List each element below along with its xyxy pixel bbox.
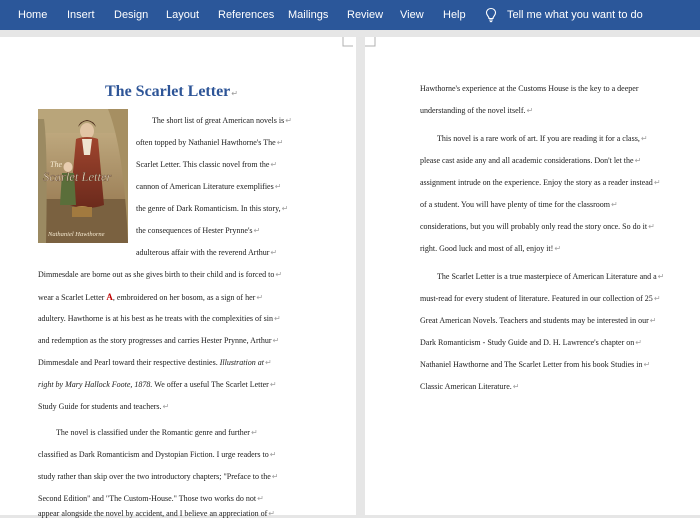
- tab-mailings[interactable]: Mailings: [288, 9, 329, 21]
- text-line: Scarlet Letter. This classic novel from the↵: [136, 160, 278, 169]
- text-line: adulterous affair with the reverend Arthur↵: [136, 248, 278, 257]
- illustration-caption-2: right by Mary Hallock Foote, 1878.: [38, 380, 153, 389]
- page-left[interactable]: [0, 37, 356, 518]
- text-line: Dimmesdale and Pearl toward their respective destinies. Illustration at↵: [38, 358, 272, 367]
- margin-corner-mark: [343, 37, 353, 47]
- text-line: Second Edition" and "The Custom-House." Those two works do not↵: [38, 494, 264, 503]
- text-line: The Scarlet Letter is a true masterpiece of American Literature and a↵: [437, 272, 665, 281]
- text-line: This novel is a rare work of art. If you are reading it for a class,↵: [437, 134, 648, 143]
- tell-me-search[interactable]: [484, 0, 643, 30]
- book-cover-image[interactable]: [38, 109, 128, 243]
- tell-me-text[interactable]: Tell me what you want to do: [507, 9, 643, 21]
- text-line: Dimmesdale are borne out as she gives birth to their child and is forced to↵: [38, 270, 283, 279]
- text-line: please cast aside any and all academic considerations. Don't let the↵: [420, 156, 642, 165]
- cover-author: Nathaniel Hawthorne: [48, 231, 105, 238]
- text-line: classified as Dark Romanticism and Dystopian Fiction. I urge readers to↵: [38, 450, 277, 459]
- text-line: cannon of American Literature exemplifies↵: [136, 182, 282, 191]
- text-line: appear alongside the novel by accident, and I believe an appreciation of↵: [38, 509, 275, 518]
- text-line: Dark Romanticism - Study Guide and D. H. Lawrence's chapter on↵: [420, 338, 642, 347]
- document-title: [105, 83, 238, 101]
- text-line: the consequences of Hester Prynne's↵: [136, 226, 261, 235]
- text-line: study rather than skip over the two introductory chapters; "Preface to the↵: [38, 472, 279, 481]
- text-line: often topped by Nathaniel Hawthorne's The↵: [136, 138, 284, 147]
- margin-corner-mark: [365, 37, 375, 47]
- paragraph-mark: ↵: [231, 89, 238, 98]
- text-line: adultery. Hawthorne is at his best as he treats with the complexities of sin↵: [38, 314, 281, 323]
- tab-layout[interactable]: Layout: [166, 9, 200, 21]
- tab-references[interactable]: References: [218, 9, 275, 21]
- text-line: Study Guide for students and teachers.↵: [38, 402, 170, 411]
- text-line: wear a Scarlet Letter A, embroidered on her bosom, as a sign of her↵: [38, 292, 264, 302]
- text-line: understanding of the novel itself.↵: [420, 106, 534, 115]
- text-line: Nathaniel Hawthorne and The Scarlet Letter from his book Studies in↵: [420, 360, 651, 369]
- tab-view[interactable]: View: [400, 9, 424, 21]
- text-line: of a student. You will have plenty of time for the classroom↵: [420, 200, 618, 209]
- text-line: Hawthorne's experience at the Customs House is the key to a deeper: [420, 84, 639, 93]
- text-line: Great American Novels. Teachers and students may be interested in our↵: [420, 316, 657, 325]
- ribbon-menu-bar: [0, 0, 700, 30]
- text-line: must-read for every student of literature. Featured in our collection of 25↵: [420, 294, 661, 303]
- cover-title: Scarlet Letter: [43, 170, 112, 184]
- red-letter-a: A: [106, 292, 113, 302]
- title-text: The Scarlet Letter: [105, 83, 231, 100]
- illustration-caption: Illustration at: [219, 358, 264, 367]
- tab-insert[interactable]: Insert: [67, 9, 95, 21]
- tab-help[interactable]: Help: [443, 9, 466, 21]
- tab-design[interactable]: Design: [114, 9, 149, 21]
- text-line: right by Mary Hallock Foote, 1878. We offer a useful The Scarlet Letter↵: [38, 380, 277, 389]
- text-line: the genre of Dark Romanticism. In this story,↵: [136, 204, 289, 213]
- text-line: assignment intrude on the experience. Enjoy the story as a reader instead↵: [420, 178, 661, 187]
- text-line: considerations, but you will probably only read the story once. So do it↵: [420, 222, 655, 231]
- text-line: and redemption as the story progresses and carries Hester Prynne, Arthur↵: [38, 336, 280, 345]
- cover-title-prefix: The: [50, 160, 62, 169]
- tab-review[interactable]: Review: [347, 9, 384, 21]
- document-canvas[interactable]: [0, 30, 700, 518]
- tab-home[interactable]: Home: [18, 9, 48, 21]
- text-line: Classic American Literature.↵: [420, 382, 520, 391]
- page-right[interactable]: [365, 37, 700, 515]
- text-line: The short list of great American novels is↵: [152, 116, 292, 125]
- text-line: right. Good luck and most of all, enjoy it!↵: [420, 244, 562, 253]
- text-line: The novel is classified under the Romantic genre and further↵: [56, 428, 258, 437]
- lightbulb-icon: [484, 7, 498, 23]
